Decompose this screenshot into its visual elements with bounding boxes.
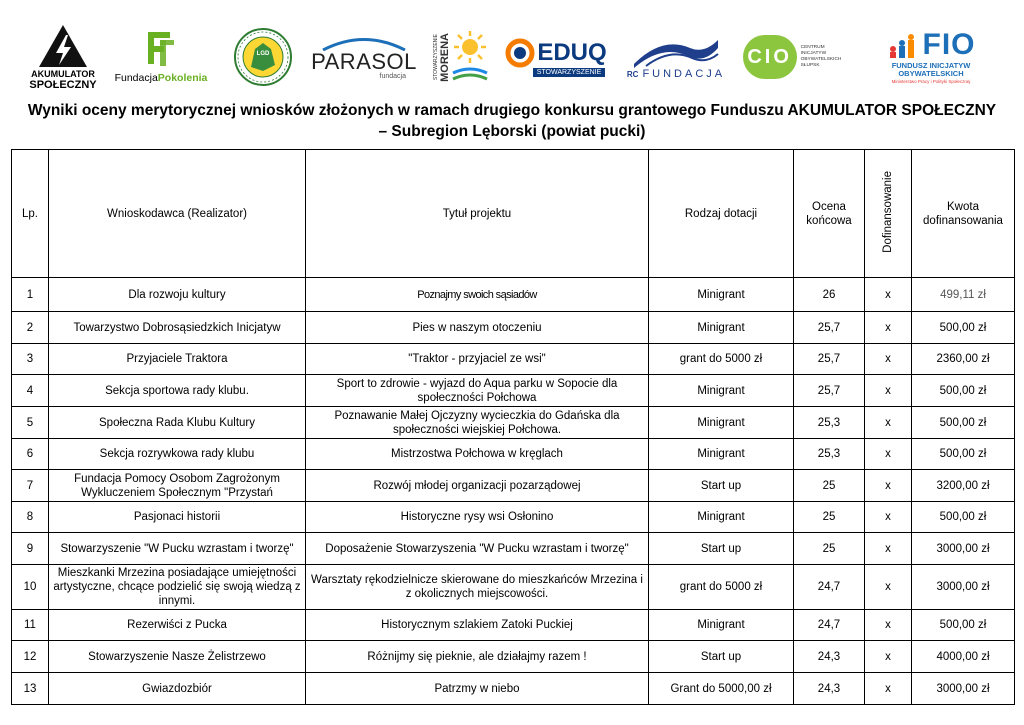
cell-project: Patrzmy w niebo [306,673,649,705]
akumulator-line1: AKUMULATOR [31,69,95,79]
cell-score: 25 [794,533,865,565]
cell-lp: 7 [12,470,49,502]
cell-project: Doposażenie Stowarzyszenia "W Pucku wzrastam i tworzę" [306,533,649,565]
lgd-seal-icon [233,27,293,87]
cell-lp: 10 [12,565,49,610]
page-title [0,100,1024,142]
cell-lp: 2 [12,312,49,344]
cell-type: grant do 5000 zł [649,565,794,610]
table-row [12,565,1015,610]
cell-project: Pies w naszym otoczeniu [306,312,649,344]
morena-sun-icon [451,29,489,85]
table-row [12,312,1015,344]
table-row [12,344,1015,375]
cell-type: Minigrant [649,439,794,470]
cell-applicant: Fundacja Pomocy Osobom Zagrożonym Wykluczeniem Społecznym "Przystań [49,470,306,502]
cell-score: 24,3 [794,641,865,673]
cell-applicant: Sekcja rozrywkowa rady klubu [49,439,306,470]
cell-project: Poznajmy swoich sąsiadów [306,278,649,312]
cio-sub-2: INICJATYW [800,51,827,56]
cell-funding: x [865,641,912,673]
header-amount-line1: Kwota [947,200,979,213]
table-row [12,407,1015,439]
header-row [12,150,1015,278]
cell-type: Start up [649,533,794,565]
cell-funding: x [865,375,912,407]
cell-project: Historyczne rysy wsi Osłonino [306,502,649,533]
title-line-1: Wyniki oceny merytorycznej wniosków złożonych w ramach drugiego konkursu grantowego Funduszu AKUMULATOR SPOŁECZNY [27,102,997,119]
cell-score: 24,7 [794,565,865,610]
parasol-text: PARASOL [311,48,417,74]
cell-funding: x [865,673,912,705]
cell-lp: 11 [12,610,49,641]
cell-funding: x [865,407,912,439]
eduq-logo [503,20,609,94]
cell-type: Minigrant [649,278,794,312]
cell-funding: x [865,502,912,533]
header-amount [912,150,1015,278]
cell-applicant: Społeczna Rada Klubu Kultury [49,407,306,439]
cell-applicant: Przyjaciele Traktora [49,344,306,375]
cell-applicant: Mieszkanki Mrzezina posiadające umiejętności artystyczne, chcące podzielić się swoją wiedzą z innymi. [49,565,306,610]
morena-sub: STOWARZYSZENIE [433,33,439,81]
table-row [12,439,1015,470]
cio-sub-4: SŁUPSK [800,63,820,68]
cell-lp: 6 [12,439,49,470]
cell-amount: 500,00 zł [912,439,1015,470]
logo-strip [0,20,1024,94]
cell-funding: x [865,533,912,565]
cell-score: 25,7 [794,344,865,375]
cell-funding: x [865,278,912,312]
cell-project: "Traktor - przyjaciel ze wsi" [306,344,649,375]
cell-amount: 500,00 zł [912,375,1015,407]
fundacja-pokolenia-logo [114,20,208,94]
cell-amount: 3000,00 zł [912,565,1015,610]
cell-project: Mistrzostwa Połchowa w kręglach [306,439,649,470]
rc-text: FUNDACJA [642,68,726,80]
cell-project: Warsztaty rękodzielnicze skierowane do mieszkańców Mrzezina i z okolicznych miejscowości. [306,565,649,610]
rc-wave-icon [632,34,720,68]
header-score-line2: końcowa [806,214,852,227]
rc-prefix: RC [626,70,639,79]
cell-applicant: Rezerwiści z Pucka [49,610,306,641]
table-row [12,641,1015,673]
fio-sub-2: OBYWATELSKICH [898,69,964,78]
cell-type: Minigrant [649,312,794,344]
cio-sub [801,45,842,69]
parasol-logo [311,20,417,94]
cell-applicant: Dla rozwoju kultury [49,278,306,312]
eduq-text: EDUQ [537,38,607,66]
parasol-sub: fundacja [379,72,406,80]
akumulator-icon [37,23,89,69]
pokolenia-text: Pokolenia [157,72,208,84]
cell-lp: 8 [12,502,49,533]
cell-applicant: Towarzystwo Dobrosąsiedzkich Inicjatyw [49,312,306,344]
rc-fundacja-logo [626,20,726,94]
header-funding-text: Dofinansowanie [882,170,894,253]
cio-sub-1: CENTRUM [800,45,825,50]
table-row [12,533,1015,565]
cell-score: 24,3 [794,673,865,705]
cell-type: Minigrant [649,502,794,533]
header-type: Rodzaj dotacji [649,150,794,278]
cell-type: Start up [649,641,794,673]
header-amount-line2: dofinansowania [923,214,1003,227]
cell-project: Rozwój młodej organizacji pozarządowej [306,470,649,502]
cell-project: Historycznym szlakiem Zatoki Puckiej [306,610,649,641]
cell-score: 25,7 [794,375,865,407]
cell-funding: x [865,439,912,470]
table-row [12,610,1015,641]
cell-score: 26 [794,278,865,312]
cell-type: grant do 5000 zł [649,344,794,375]
morena-logo [432,20,490,94]
table-row [12,673,1015,705]
header-applicant: Wnioskodawca (Realizator) [49,150,306,278]
table-row [12,470,1015,502]
pokolenia-prefix: Fundacja [114,72,158,84]
cell-applicant: Stowarzyszenie "W Pucku wzrastam i tworzę" [49,533,306,565]
cell-score: 25,7 [794,312,865,344]
lgd-text: LGD [256,51,270,57]
cell-amount: 4000,00 zł [912,641,1015,673]
cell-funding: x [865,344,912,375]
cio-logo [742,20,842,94]
cell-lp: 9 [12,533,49,565]
cell-type: Grant do 5000,00 zł [649,673,794,705]
header-score [794,150,865,278]
cell-applicant: Pasjonaci historii [49,502,306,533]
cell-lp: 12 [12,641,49,673]
cell-score: 25 [794,470,865,502]
header-funding [865,150,912,278]
cell-amount: 3000,00 zł [912,533,1015,565]
morena-text: MORENA [439,32,451,82]
fio-people-icon [887,31,917,59]
cell-applicant: Gwiazdozbiór [49,673,306,705]
akumulator-line2: SPOŁECZNY [29,79,97,91]
fio-sub [892,62,971,78]
cell-lp: 3 [12,344,49,375]
table-row [12,278,1015,312]
cell-score: 25,3 [794,407,865,439]
fio-tag: Ministerstwo Pracy i Polityki Społecznej [891,79,971,84]
cell-lp: 1 [12,278,49,312]
table-row [12,375,1015,407]
eduq-q-icon [505,38,535,68]
cell-amount: 499,11 zł [912,278,1015,312]
cio-text: CIO [747,45,792,68]
cell-project: Różnijmy się pieknie, ale działajmy razem ! [306,641,649,673]
cell-lp: 5 [12,407,49,439]
header-score-line1: Ocena [812,200,846,213]
pokolenia-icon [146,30,176,66]
cell-lp: 13 [12,673,49,705]
cell-applicant: Sekcja sportowa rady klubu. [49,375,306,407]
cell-amount: 500,00 zł [912,407,1015,439]
eduq-sub: STOWARZYSZENIE [533,68,606,77]
akumulator-logo [28,20,98,94]
cell-score: 25,3 [794,439,865,470]
cell-funding: x [865,312,912,344]
header-project: Tytuł projektu [306,150,649,278]
cell-project: Poznawanie Małej Ojczyzny wycieczkia do Gdańska dla społeczności wiejskiej Połchowa. [306,407,649,439]
cell-funding: x [865,610,912,641]
cell-type: Minigrant [649,610,794,641]
cell-amount: 2360,00 zł [912,344,1015,375]
cio-badge-icon [743,35,797,79]
cell-type: Minigrant [649,375,794,407]
fio-logo [872,20,990,94]
title-line-2: – Subregion Lęborski (powiat pucki) [378,123,646,140]
cell-applicant: Stowarzyszenie Nasze Żelistrzewo [49,641,306,673]
results-table [11,149,1015,705]
cell-score: 25 [794,502,865,533]
fio-sub-1: FUNDUSZ INICJATYW [891,61,971,70]
cell-type: Start up [649,470,794,502]
fio-text: FIO [922,28,976,61]
cell-lp: 4 [12,375,49,407]
cell-type: Minigrant [649,407,794,439]
cell-amount: 3200,00 zł [912,470,1015,502]
header-lp: Lp. [12,150,49,278]
table-row [12,502,1015,533]
cell-amount: 3000,00 zł [912,673,1015,705]
cell-amount: 500,00 zł [912,312,1015,344]
cell-score: 24,7 [794,610,865,641]
cell-project: Sport to zdrowie - wyjazd do Aqua parku w Sopocie dla społeczności Połchowa [306,375,649,407]
cell-amount: 500,00 zł [912,502,1015,533]
cell-funding: x [865,470,912,502]
cio-sub-3: OBYWATELSKICH [800,57,842,62]
lgd-logo [232,20,294,94]
cell-amount: 500,00 zł [912,610,1015,641]
cell-funding: x [865,565,912,610]
